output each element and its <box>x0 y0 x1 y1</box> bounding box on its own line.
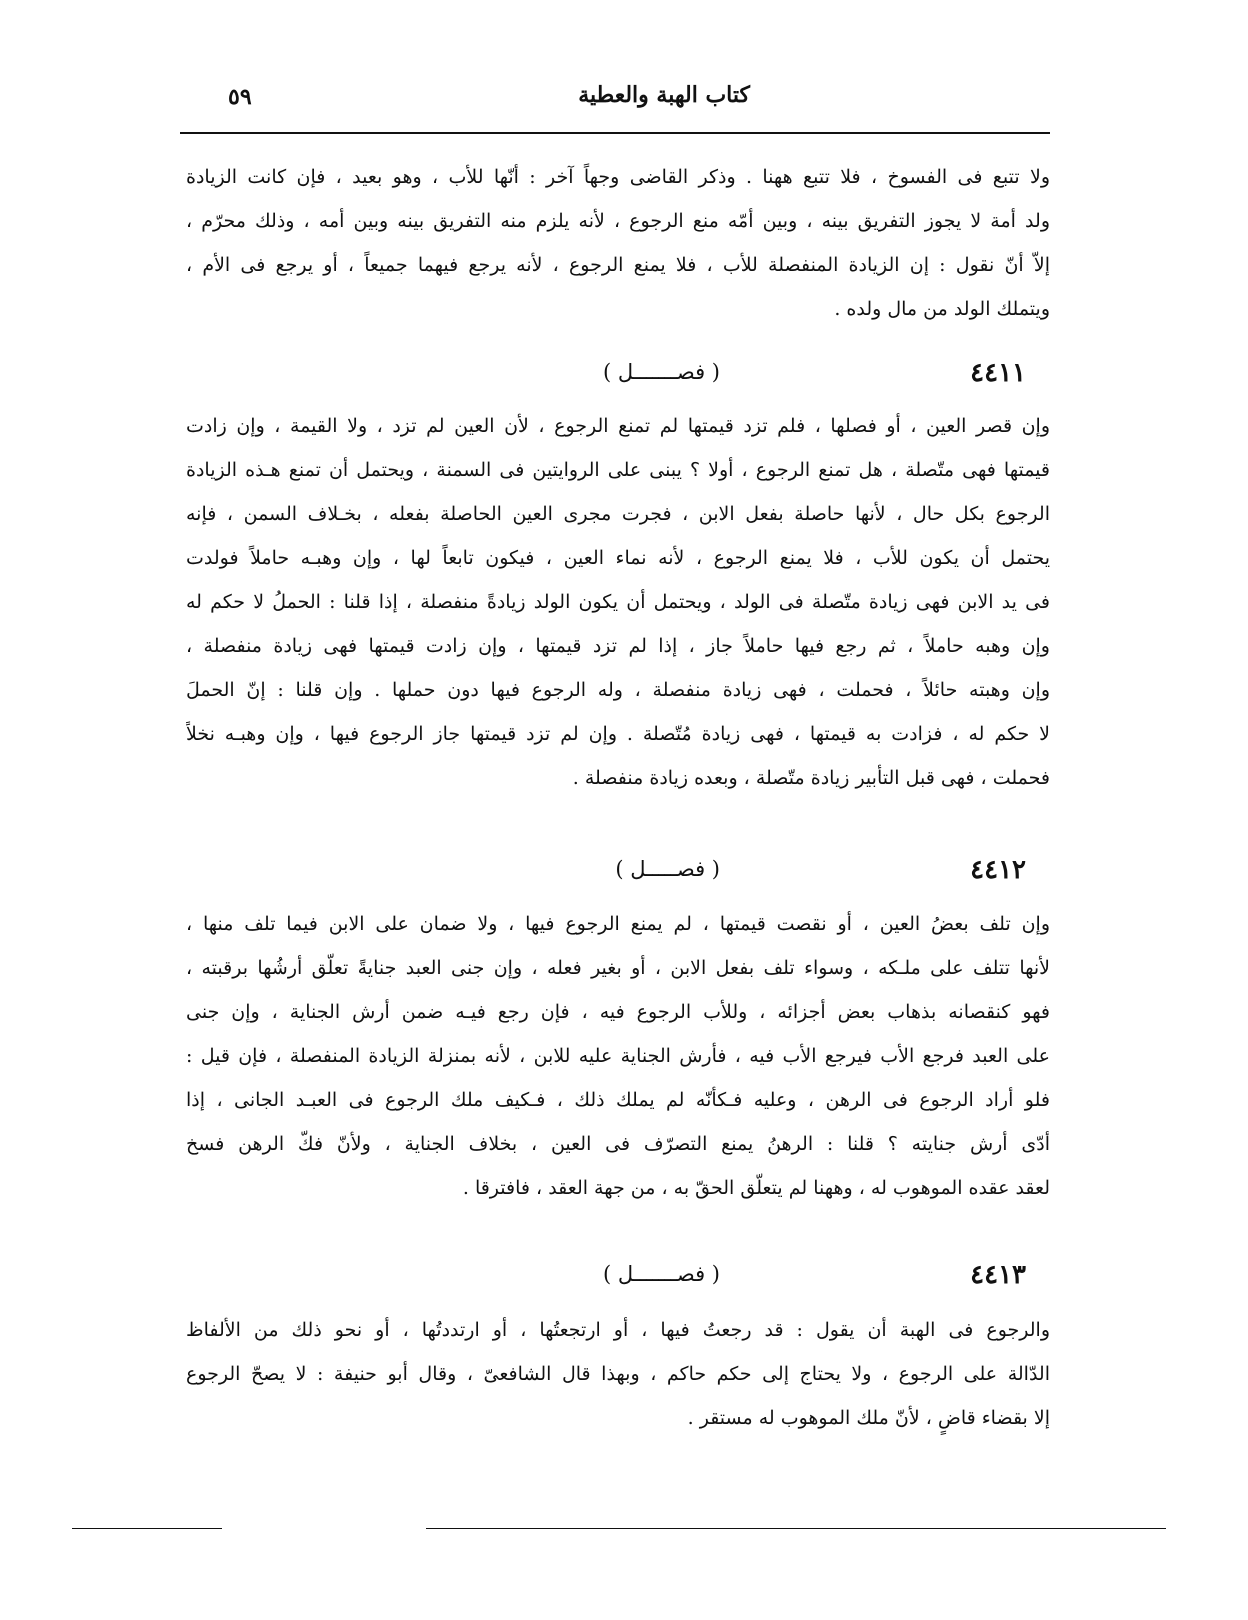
text-line: والرجوع فى الهبة أن يقول : قد رجعتُ فيها ، أو ارتجعتُها ، أو ارتددتُها ، أو نحو ذلك من الألفاظ <box>186 1319 1050 1341</box>
text-line: وإن قصر العين ، أو فصلها ، فلم تزد قيمتها لم تمنع الرجوع ، لأن العين لم تزد ، ولا القيمة ، وإن زادت <box>186 415 1050 437</box>
section-heading-4411 <box>186 358 1050 398</box>
text-line: إلا بقضاء قاضٍ ، لأنّ ملك الموهوب له مستقر . <box>687 1407 1050 1429</box>
header-title: كتاب الهبة والعطية <box>578 82 750 108</box>
text-line: فلو أراد الرجوع فى الرهن ، وعليه فـكأنّه لم يملك ذلك ، فـكيف ملك الرجوع فى العبـد الجانى ، إذا <box>186 1089 1050 1111</box>
text-line: فحملت ، فهى قبل التأبير زيادة متّصلة ، وبعده زيادة منفصلة . <box>572 767 1050 789</box>
section-label: ( فصـــــــل ) <box>603 1262 720 1286</box>
text-line: فهو كنقصانه بذهاب بعض أجزائه ، وللأب الرجوع فيه ، فإن رجع فيـه ضمن أرش الجناية ، وإن جنى <box>186 1001 1050 1023</box>
text-line: ولد أمة لا يجوز التفريق بينه ، وبين أمّه منع الرجوع ، لأنه يلزم منه التفريق بينه وبين أمه ، وذلك محرّم ، <box>186 210 1050 232</box>
section-number: ٤٤١١ <box>970 358 1026 388</box>
section-number: ٤٤١٢ <box>970 855 1026 885</box>
section-heading-4412 <box>186 855 1050 895</box>
page-number: ٥٩ <box>228 84 252 110</box>
text-line: فى يد الابن فهى زيادة متّصلة فى الولد ، ويحتمل أن يكون الولد زيادةً منفصلة ، إذا قلنا : الحملُ لا حكم له <box>186 591 1050 613</box>
text-line: ويتملك الولد من مال ولده . <box>834 298 1050 320</box>
text-line: إلاّ أنّ نقول : إن الزيادة المنفصلة للأب ، فلا يمنع الرجوع ، لأنه يرجع فيهما جميعاً ، أو يرجع فى الأم ، <box>186 254 1050 276</box>
header-rule <box>180 132 1050 134</box>
paragraph-block-2 <box>186 404 1050 800</box>
footnote-rule-right <box>426 1528 1166 1529</box>
text-line: لعقد عقده الموهوب له ، وههنا لم يتعلّق الحقّ به ، من جهة العقد ، فافترقا . <box>462 1177 1050 1199</box>
section-label: ( فصـــــل ) <box>615 857 720 881</box>
text-line: وإن وهبه حاملاً ، ثم رجع فيها حاملاً جاز ، إذا لم تزد قيمتها ، وإن زادت قيمتها فهى زيادة منفصلة ، <box>186 635 1050 657</box>
text-line: لأنها تتلف على ملـكه ، وسواء تلف بفعل الابن ، أو بغير فعله ، وإن جنى العبد جنايةً تعلّق أرشُها برقبته ، <box>186 957 1050 979</box>
text-line: وإن تلف بعضُ العين ، أو نقصت قيمتها ، لم يمنع الرجوع فيها ، ولا ضمان على الابن فيما تلف منها ، <box>186 913 1050 935</box>
section-number: ٤٤١٣ <box>970 1260 1026 1290</box>
paragraph-block-4 <box>186 1308 1050 1440</box>
paragraph-block-3 <box>186 902 1050 1210</box>
text-line: على العبد فرجع الأب فيرجع الأب فيه ، فأرش الجناية عليه للابن ، لأنه بمنزلة الزيادة المنفصلة ، فإن قيل : <box>186 1045 1050 1067</box>
section-label: ( فصـــــــل ) <box>603 360 720 384</box>
footnote-rule-left <box>72 1528 222 1529</box>
text-line: قيمتها فهى متّصلة ، هل تمنع الرجوع ، أولا ؟ يبنى على الروايتين فى السمنة ، ويحتمل أن تمنع هـذه الزيادة <box>186 459 1050 481</box>
text-line: وإن وهبته حائلاً ، فحملت ، فهى زيادة منفصلة ، وله الرجوع فيها دون حملها . وإن قلنا : إنّ الحملَ <box>186 679 1050 701</box>
text-line: ولا تتبع فى الفسوخ ، فلا تتبع ههنا . وذكر القاضى وجهاً آخر : أنّها للأب ، وهو بعيد ، فإن كانت الزيادة <box>186 166 1050 188</box>
page-header <box>180 82 1050 122</box>
text-line: لا حكم له ، فزادت به قيمتها ، فهى زيادة مُتّصلة . وإن لم تزد قيمتها جاز الرجوع فيها ، وإن وهبـه نخلاً <box>186 723 1050 745</box>
text-line: يحتمل أن يكون للأب ، فلا يمنع الرجوع ، لأنه نماء العين ، فيكون تابعاً لها ، وإن وهبـه حاملاً فولدت <box>186 547 1050 569</box>
text-line: الرجوع بكل حال ، لأنها حاصلة بفعل الابن ، فجرت مجرى العين الحاصلة بفعله ، بخـلاف السمن ، فإنه <box>186 503 1050 525</box>
section-heading-4413 <box>186 1260 1050 1300</box>
paragraph-block-1 <box>186 155 1050 331</box>
text-line: الدّالة على الرجوع ، ولا يحتاج إلى حكم حاكم ، وبهذا قال الشافعىّ ، وقال أبو حنيفة : لا يصحّ الرجوع <box>186 1363 1050 1385</box>
text-line: أدّى أرش جنايته ؟ قلنا : الرهنُ يمنع التصرّف فى العين ، بخلاف الجناية ، ولأنّ فكّ الرهن فسخ <box>186 1133 1050 1155</box>
